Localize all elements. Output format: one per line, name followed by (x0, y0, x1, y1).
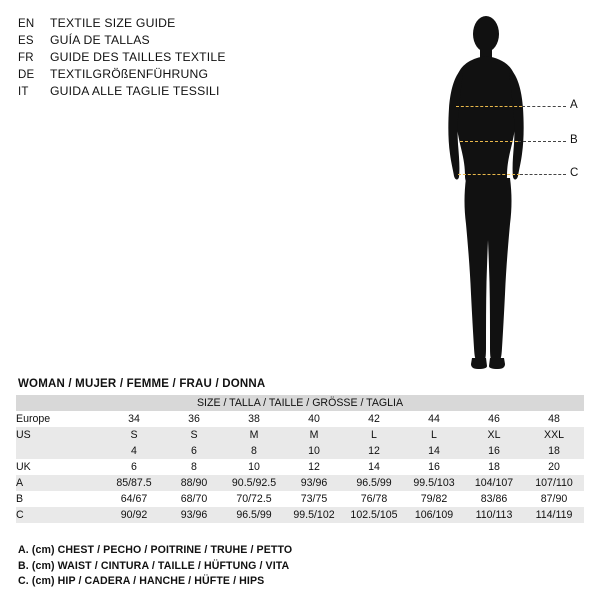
row-label: B (16, 491, 104, 507)
language-header-block (18, 16, 338, 101)
table-cell: 85/87.5 (104, 475, 164, 491)
table-cell: 44 (404, 411, 464, 427)
legend-line-a: A. (cm) CHEST / PECHO / POITRINE / TRUHE / PETTO (18, 544, 293, 556)
language-row (18, 84, 338, 100)
table-cell: 93/96 (164, 507, 224, 523)
language-code: FR (18, 52, 34, 64)
table-row (16, 475, 584, 491)
table-cell: M (284, 427, 344, 443)
table-cell: 6 (104, 459, 164, 475)
chest-leader-line (522, 106, 566, 107)
table-cell: 12 (284, 459, 344, 475)
table-cell: 18 (464, 459, 524, 475)
row-label: C (16, 507, 104, 523)
table-cell: 76/78 (344, 491, 404, 507)
language-row (18, 16, 338, 32)
table-cell: 18 (524, 443, 584, 459)
table-cell: 10 (224, 459, 284, 475)
table-cell: 14 (344, 459, 404, 475)
row-label (16, 443, 104, 459)
table-cell: 6 (164, 443, 224, 459)
measure-label-a: A (570, 99, 578, 111)
table-cell: 104/107 (464, 475, 524, 491)
table-cell: L (404, 427, 464, 443)
table-cell: 36 (164, 411, 224, 427)
language-row (18, 50, 338, 66)
size-table (16, 395, 584, 523)
table-cell: 42 (344, 411, 404, 427)
table-cell: 38 (224, 411, 284, 427)
table-cell: L (344, 427, 404, 443)
table-cell: 34 (104, 411, 164, 427)
female-silhouette-icon (420, 8, 590, 370)
table-cell: 83/86 (464, 491, 524, 507)
table-cell: S (104, 427, 164, 443)
table-cell: 96.5/99 (224, 507, 284, 523)
table-cell: 10 (284, 443, 344, 459)
table-cell: 12 (344, 443, 404, 459)
waist-leader-line (518, 141, 566, 142)
table-cell: 68/70 (164, 491, 224, 507)
table-cell: S (164, 427, 224, 443)
language-code: IT (18, 86, 29, 98)
table-cell: 14 (404, 443, 464, 459)
table-section-title: WOMAN / MUJER / FEMME / FRAU / DONNA (18, 378, 266, 390)
table-header-row (16, 395, 584, 411)
language-text: TEXTILE SIZE GUIDE (50, 16, 176, 30)
language-text: TEXTILGRÖßENFÜHRUNG (50, 67, 209, 81)
measurement-legend (18, 543, 578, 590)
language-row (18, 33, 338, 49)
table-cell: 64/67 (104, 491, 164, 507)
legend-line-c: C. (cm) HIP / CADERA / HANCHE / HÜFTE / HIPS (18, 575, 265, 587)
language-code: EN (18, 18, 35, 30)
table-row (16, 459, 584, 475)
hip-leader-line (520, 174, 566, 175)
table-cell: 88/90 (164, 475, 224, 491)
table-cell: 70/72.5 (224, 491, 284, 507)
table-cell: M (224, 427, 284, 443)
hip-measure-line (458, 174, 520, 175)
language-text: GUIDA ALLE TAGLIE TESSILI (50, 84, 220, 98)
language-code: ES (18, 35, 34, 47)
table-row (16, 427, 584, 443)
measure-label-c: C (570, 167, 579, 179)
table-header-label: SIZE / TALLA / TAILLE / GRÖSSE / TAGLIA (16, 395, 584, 411)
row-label: UK (16, 459, 104, 475)
table-cell: 93/96 (284, 475, 344, 491)
table-cell: 16 (404, 459, 464, 475)
table-cell: 4 (104, 443, 164, 459)
table-cell: 46 (464, 411, 524, 427)
language-row (18, 67, 338, 83)
table-cell: 8 (164, 459, 224, 475)
table-cell: 114/119 (524, 507, 584, 523)
table-cell: 102.5/105 (344, 507, 404, 523)
table-cell: 8 (224, 443, 284, 459)
table-cell: 90.5/92.5 (224, 475, 284, 491)
table-row (16, 507, 584, 523)
table-cell: 99.5/103 (404, 475, 464, 491)
language-text: GUIDE DES TAILLES TEXTILE (50, 50, 226, 64)
row-label: A (16, 475, 104, 491)
language-code: DE (18, 69, 35, 81)
table-cell: XL (464, 427, 524, 443)
table-cell: XXL (524, 427, 584, 443)
table-row (16, 411, 584, 427)
table-cell: 87/90 (524, 491, 584, 507)
table-row (16, 491, 584, 507)
language-text: GUÍA DE TALLAS (50, 33, 150, 47)
legend-line-b: B. (cm) WAIST / CINTURA / TAILLE / HÜFTUNG / VITA (18, 559, 290, 572)
waist-measure-line (460, 141, 518, 142)
table-cell: 40 (284, 411, 344, 427)
table-cell: 106/109 (404, 507, 464, 523)
chest-measure-line (456, 106, 522, 107)
table-cell: 48 (524, 411, 584, 427)
table-cell: 79/82 (404, 491, 464, 507)
table-cell: 20 (524, 459, 584, 475)
table-cell: 110/113 (464, 507, 524, 523)
table-cell: 73/75 (284, 491, 344, 507)
measure-label-b: B (570, 134, 578, 146)
table-cell: 90/92 (104, 507, 164, 523)
size-table-section (16, 378, 584, 523)
table-row (16, 443, 584, 459)
figure-area (420, 8, 590, 368)
row-label: US (16, 427, 104, 443)
row-label: Europe (16, 411, 104, 427)
table-cell: 107/110 (524, 475, 584, 491)
table-cell: 16 (464, 443, 524, 459)
table-cell: 96.5/99 (344, 475, 404, 491)
table-cell: 99.5/102 (284, 507, 344, 523)
